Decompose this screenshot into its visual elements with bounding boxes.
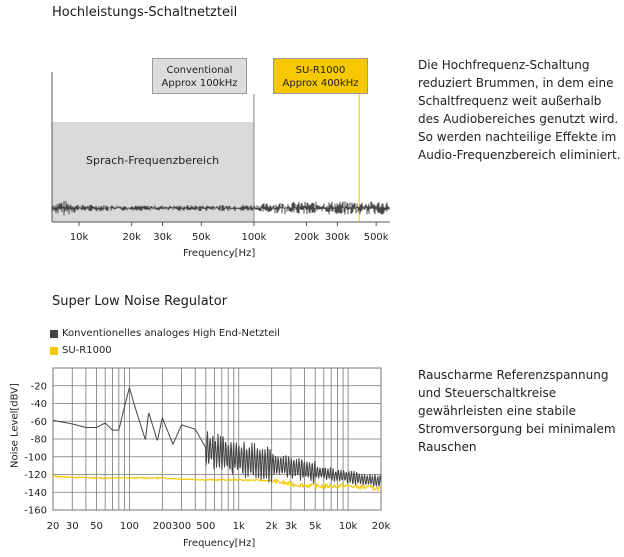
chart2-y-tick-label: -20	[30, 381, 47, 393]
chart1-xlabel: Frequency[Hz]	[183, 248, 256, 259]
chart2-x-tick-label: 1k	[232, 521, 245, 532]
chart2-x-tick-label: 30	[65, 521, 79, 532]
chart2-y-tick-label: -140	[24, 487, 47, 499]
chart2-x-tick-label: 3k	[284, 521, 297, 532]
chart2-x-tick-label: 100	[119, 521, 139, 532]
chart1-x-tick-label: 300k	[324, 232, 350, 243]
legend-item-conventional	[50, 328, 280, 339]
chart1-x-tick-label: 500k	[363, 232, 389, 243]
chart2-x-tick-label: 20k	[371, 521, 391, 532]
su-r1000-box: SU-R1000 Approx 400kHz	[273, 58, 368, 94]
chart1-x-tick-label: 100k	[241, 232, 267, 243]
chart1-x-tick-label: 200k	[294, 232, 320, 243]
chart1-x-tick-label: 10k	[69, 232, 89, 243]
chart2-x-tick-label: 10k	[338, 521, 358, 532]
legend-label-sur: SU-R1000	[62, 345, 112, 356]
chart2-y-tick-label: -80	[30, 434, 47, 446]
chart1-x-tick-label: 30k	[153, 232, 172, 243]
chart2-y-tick-label: -40	[30, 399, 47, 410]
chart2-y-tick-label: -100	[24, 452, 47, 464]
chart2-y-tick-label: -120	[24, 470, 47, 481]
section1-description: Die Hochfrequenz-Schaltung reduziert Brummen, in dem eine Schaltfrequenz weit außerhalb des Audiobereiches genutzt wird. So werden nachteilige Effekte im Audio-Frequenzbereich eliminiert.	[418, 58, 621, 162]
legend-swatch-sur	[50, 347, 58, 355]
chart2-x-tick-label: 5k	[309, 521, 322, 532]
section2-title: Super Low Noise Regulator	[52, 294, 228, 309]
legend-swatch-conventional	[50, 330, 58, 338]
chart2-y-tick-label: -60	[30, 416, 47, 428]
chart2-x-tick-label: 200	[152, 521, 172, 532]
chart2-x-tick-label: 2k	[265, 521, 278, 532]
legend-item-sur	[50, 345, 112, 356]
chart2-x-tick-label: 50	[90, 521, 103, 532]
chart1-x-tick-label: 20k	[122, 232, 141, 243]
chart1-x-tick-label: 50k	[192, 232, 211, 243]
chart2-y-tick-label: -160	[24, 505, 47, 517]
chart2-x-tick-label: 20	[46, 521, 60, 532]
chart2-x-tick-label: 300	[172, 521, 192, 532]
speech-range-label: Sprach-Frequenzbereich	[86, 154, 220, 167]
chart2-x-tick-label: 500	[196, 521, 216, 532]
section1-title: Hochleistungs-Schaltnetzteil	[52, 5, 238, 20]
legend-label-conventional: Konventionelles analoges High End-Netzteil	[62, 328, 280, 339]
conventional-box: Conventional Approx 100kHz	[152, 58, 247, 94]
chart2-xlabel: Frequency[Hz]	[183, 538, 256, 549]
section2-description: Rauscharme Referenzspannung und Steuerschaltkreise gewährleisten eine stabile Stromversorgung bei minimalem Rauschen	[418, 368, 616, 454]
chart2-ylabel: Noise Level[dBV]	[9, 383, 21, 468]
